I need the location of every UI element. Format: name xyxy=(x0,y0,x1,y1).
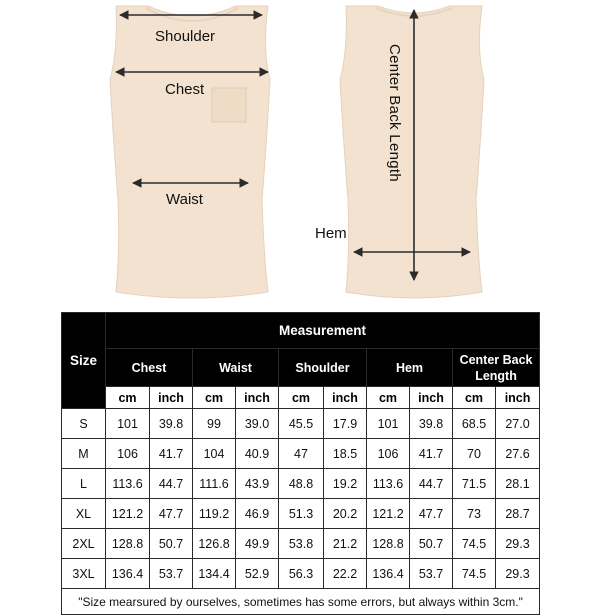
measurement-cell: 47.7 xyxy=(150,499,193,529)
measurement-header: Measurement xyxy=(106,313,540,349)
measurement-cell: 113.6 xyxy=(106,469,150,499)
table-row xyxy=(62,529,540,559)
measurement-cell: 44.7 xyxy=(150,469,193,499)
measurement-cell: 49.9 xyxy=(236,529,279,559)
measurement-cell: 22.2 xyxy=(324,559,367,589)
measurement-cell: 53.7 xyxy=(150,559,193,589)
hem-label: Hem xyxy=(315,225,347,242)
measurement-cell: 47.7 xyxy=(410,499,453,529)
measurement-cell: 53.8 xyxy=(279,529,324,559)
measurement-cell: 17.9 xyxy=(324,409,367,439)
measurement-cell: 39.0 xyxy=(236,409,279,439)
size-cell: XL xyxy=(62,499,106,529)
size-rows xyxy=(62,409,540,589)
measurement-cell: 126.8 xyxy=(193,529,236,559)
table-row xyxy=(62,469,540,499)
measurement-cell: 41.7 xyxy=(150,439,193,469)
center-back-header-line2: Length xyxy=(475,368,517,383)
unit-header-cm: cm xyxy=(367,387,410,409)
size-chart-table xyxy=(61,312,540,615)
shoulder-column-header: Shoulder xyxy=(279,349,367,387)
measurement-cell: 50.7 xyxy=(150,529,193,559)
measurement-cell: 134.4 xyxy=(193,559,236,589)
measurement-note: "Size mearsured by ourselves, sometimes has some errors, but always within 3cm." xyxy=(62,589,540,615)
measurement-cell: 128.8 xyxy=(367,529,410,559)
chest-column-header: Chest xyxy=(106,349,193,387)
measurement-cell: 104 xyxy=(193,439,236,469)
unit-header-cm: cm xyxy=(106,387,150,409)
center-back-header-line1: Center Back xyxy=(459,352,533,367)
measurement-cell: 71.5 xyxy=(453,469,496,499)
size-chart-body xyxy=(62,313,540,409)
measurement-cell: 40.9 xyxy=(236,439,279,469)
front-tank-top xyxy=(110,6,270,298)
measurement-cell: 28.1 xyxy=(496,469,540,499)
measurement-cell: 53.7 xyxy=(410,559,453,589)
measurement-cell: 74.5 xyxy=(453,559,496,589)
chest-pocket xyxy=(212,88,246,122)
table-row xyxy=(62,499,540,529)
measurement-cell: 29.3 xyxy=(496,529,540,559)
measurement-cell: 20.2 xyxy=(324,499,367,529)
measurement-cell: 121.2 xyxy=(367,499,410,529)
measurement-cell: 136.4 xyxy=(367,559,410,589)
size-cell: L xyxy=(62,469,106,499)
unit-header-inch: inch xyxy=(324,387,367,409)
size-cell: M xyxy=(62,439,106,469)
unit-header-inch: inch xyxy=(150,387,193,409)
measurement-cell: 19.2 xyxy=(324,469,367,499)
waist-label: Waist xyxy=(166,191,203,208)
measurement-cell: 50.7 xyxy=(410,529,453,559)
measurement-cell: 121.2 xyxy=(106,499,150,529)
size-header: Size xyxy=(62,313,106,409)
hem-column-header: Hem xyxy=(367,349,453,387)
garment-diagram xyxy=(0,0,600,305)
measurement-cell: 27.6 xyxy=(496,439,540,469)
unit-header-inch: inch xyxy=(410,387,453,409)
measurement-cell: 119.2 xyxy=(193,499,236,529)
back-tank-top xyxy=(340,6,484,298)
unit-header-cm: cm xyxy=(453,387,496,409)
measurement-cell: 68.5 xyxy=(453,409,496,439)
measurement-cell: 48.8 xyxy=(279,469,324,499)
measurement-cell: 28.7 xyxy=(496,499,540,529)
table-row xyxy=(62,559,540,589)
measurement-cell: 21.2 xyxy=(324,529,367,559)
measurement-cell: 74.5 xyxy=(453,529,496,559)
size-cell: 2XL xyxy=(62,529,106,559)
center-back-length-label: Center Back Length xyxy=(386,44,403,182)
measurement-cell: 41.7 xyxy=(410,439,453,469)
waist-column-header: Waist xyxy=(193,349,279,387)
measurement-cell: 52.9 xyxy=(236,559,279,589)
size-cell: 3XL xyxy=(62,559,106,589)
unit-header-inch: inch xyxy=(236,387,279,409)
tank-top-illustrations xyxy=(0,0,600,305)
measurement-cell: 47 xyxy=(279,439,324,469)
measurement-cell: 111.6 xyxy=(193,469,236,499)
measurement-cell: 106 xyxy=(106,439,150,469)
measurement-cell: 18.5 xyxy=(324,439,367,469)
shoulder-label: Shoulder xyxy=(155,28,216,45)
size-cell: S xyxy=(62,409,106,439)
measurement-cell: 46.9 xyxy=(236,499,279,529)
measurement-cell: 51.3 xyxy=(279,499,324,529)
table-row xyxy=(62,409,540,439)
measurement-cell: 101 xyxy=(367,409,410,439)
measurement-cell: 29.3 xyxy=(496,559,540,589)
measurement-cell: 70 xyxy=(453,439,496,469)
measurement-cell: 113.6 xyxy=(367,469,410,499)
chest-label: Chest xyxy=(165,81,205,98)
measurement-cell: 39.8 xyxy=(150,409,193,439)
measurement-cell: 73 xyxy=(453,499,496,529)
measurement-cell: 27.0 xyxy=(496,409,540,439)
measurement-cell: 45.5 xyxy=(279,409,324,439)
measurement-cell: 101 xyxy=(106,409,150,439)
center-back-length-column-header xyxy=(453,349,540,387)
measurement-cell: 39.8 xyxy=(410,409,453,439)
measurement-cell: 99 xyxy=(193,409,236,439)
measurement-cell: 136.4 xyxy=(106,559,150,589)
measurement-cell: 56.3 xyxy=(279,559,324,589)
measurement-cell: 128.8 xyxy=(106,529,150,559)
measurement-cell: 43.9 xyxy=(236,469,279,499)
unit-header-cm: cm xyxy=(193,387,236,409)
table-row xyxy=(62,439,540,469)
unit-row xyxy=(62,387,540,409)
measurement-cell: 106 xyxy=(367,439,410,469)
measurement-cell: 44.7 xyxy=(410,469,453,499)
unit-header-inch: inch xyxy=(496,387,540,409)
unit-header-cm: cm xyxy=(279,387,324,409)
